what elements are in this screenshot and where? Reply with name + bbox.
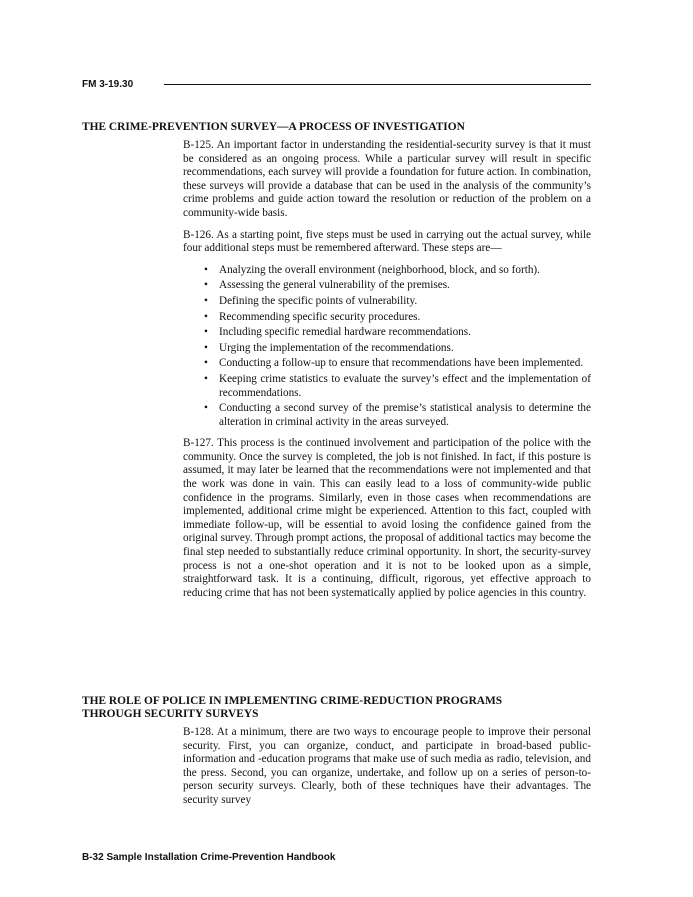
paragraph-b128: B-128. At a minimum, there are two ways to encourage people to improve their personal security. First, you can organize, conduct, and participate in broad-based public-information and -education programs that make use of such media as radio, television, and the press. Second, you can organize, undertake, and follow up on a series of person-to-person security surveys. Clearly, both of these techniques have their advantages. The security survey	[183, 726, 591, 806]
bullet-glyph: •	[204, 341, 208, 354]
list-item: • Defining the specific points of vulnerability.	[204, 294, 418, 307]
list-item: • Analyzing the overall environment (neighborhood, block, and so forth).	[204, 263, 540, 276]
bullet-glyph: •	[204, 263, 208, 276]
bullet-glyph: •	[204, 279, 208, 292]
bullet-glyph: •	[204, 326, 208, 339]
bullet-glyph: •	[204, 372, 208, 385]
bullet-glyph: •	[204, 294, 208, 307]
running-footer: B-32 Sample Installation Crime-Prevention Handbook	[82, 852, 336, 863]
list-item: • Urging the implementation of the recommendations.	[204, 341, 454, 354]
bullet-glyph: •	[204, 310, 208, 323]
running-header: FM 3-19.30	[82, 79, 134, 90]
header-rule	[164, 84, 591, 85]
list-item: • Conducting a follow-up to ensure that recommendations have been implemented.	[204, 357, 584, 370]
list-item: • Recommending specific security procedures.	[204, 310, 421, 323]
list-item: • Including specific remedial hardware recommendations.	[204, 326, 471, 339]
paragraph-b126: B-126. As a starting point, five steps must be used in carrying out the actual survey, while four additional steps must be remembered afterward. These steps are—	[183, 228, 591, 255]
paragraph-b127: B-127. This process is the continued involvement and participation of the police with the community. Once the survey is completed, the job is not finished. In fact, if this posture is assumed, it may later be learned that the recommendations were not implemented and that the work was done in vain. This can easily lead to a loss of community-wide public confidence in the programs. Similarly, even in those cases when recommendations are implemented, additional crime might be experienced. Attention to this fact, coupled with immediate follow-up, will be essential to avoid losing the confidence gained from the original survey. Through prompt actions, the proposal of additional tactics may become the final step needed to substantially reduce criminal opportunity. In short, the security-survey process is not a one-shot operation and it is not to be looked upon as a simple, straightforward task. It is a continuing, difficult, rigorous, yet effective approach to reducing crime that has not been systematically applied by police agencies in this country.	[183, 437, 591, 599]
section-body-1	[183, 139, 591, 608]
list-item: • Keeping crime statistics to evaluate the survey’s effect and the implementation of recommendations.	[204, 372, 591, 399]
section-heading-role-of-police	[82, 695, 602, 721]
bullet-glyph: •	[204, 357, 208, 370]
section-heading-crime-prevention-survey: THE CRIME-PREVENTION SURVEY—A PROCESS OF INVESTIGATION	[82, 121, 465, 133]
list-item: • Assessing the general vulnerability of the premises.	[204, 279, 450, 292]
section-heading-line: THE ROLE OF POLICE IN IMPLEMENTING CRIME-REDUCTION PROGRAMS	[82, 695, 503, 707]
bullet-glyph: •	[204, 402, 208, 415]
section-body-2	[183, 726, 591, 816]
list-item: • Conducting a second survey of the premise’s statistical analysis to determine the alteration in criminal activity in the areas surveyed.	[204, 402, 591, 428]
steps-list	[183, 264, 591, 430]
section-heading-line: THROUGH SECURITY SURVEYS	[82, 708, 259, 720]
paragraph-b125: B-125. An important factor in understanding the residential-security survey is that it must be considered as an ongoing process. While a particular survey will result in specific recommendations, each survey will provide a foundation for future action. In combination, these surveys will provide a database that can be used in the analysis of the community’s crime problems and guide action toward the resolution or reduction of the problem on a community-wide basis.	[183, 139, 591, 219]
